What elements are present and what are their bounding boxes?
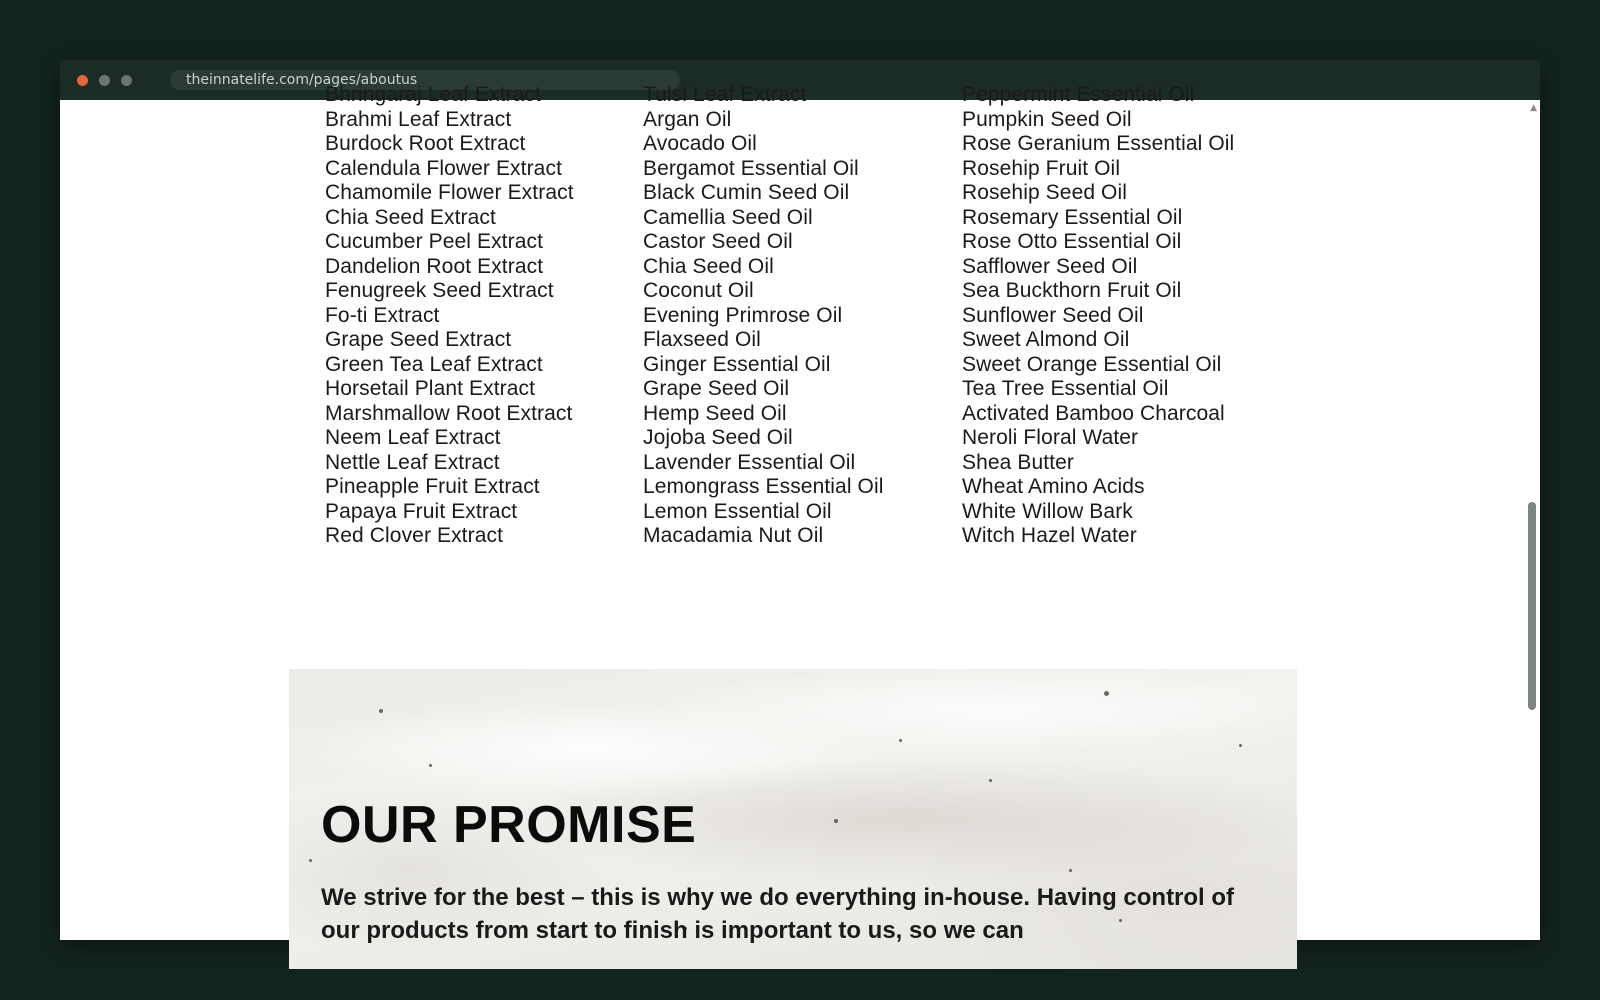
ingredient-item: Avocado Oil xyxy=(643,132,757,155)
ingredient-item: Camellia Seed Oil xyxy=(643,205,813,229)
ingredient-item: Activated Bamboo Charcoal xyxy=(962,401,1225,425)
ingredient-item: Bhringaraj Leaf Extract xyxy=(325,83,541,106)
ingredient-item: Rose Geranium Essential Oil xyxy=(962,132,1235,155)
ingredient-item: Argan Oil xyxy=(643,107,732,131)
ingredient-item: Tulsi Leaf Extract xyxy=(643,83,807,106)
ingredient-item: Green Tea Leaf Extract xyxy=(325,352,543,376)
ingredient-item: Black Cumin Seed Oil xyxy=(643,181,850,204)
maximize-window-button[interactable] xyxy=(121,75,132,86)
ingredient-item: Peppermint Essential Oil xyxy=(962,83,1195,106)
ingredients-column-3 xyxy=(962,83,1262,549)
ingredient-item: Grape Seed Oil xyxy=(643,377,790,400)
ingredient-item: Red Clover Extract xyxy=(325,524,504,547)
ingredient-item: Brahmi Leaf Extract xyxy=(325,107,512,131)
ingredient-item: Shea Butter xyxy=(962,450,1075,474)
ingredient-item: Papaya Fruit Extract xyxy=(325,499,518,523)
ingredient-item: Jojoba Seed Oil xyxy=(643,426,793,449)
address-bar[interactable]: theinnatelife.com/pages/aboutus xyxy=(170,70,680,90)
ingredients-column-1 xyxy=(325,83,625,549)
browser-window xyxy=(60,60,1540,944)
ingredient-item: Coconut Oil xyxy=(643,279,754,302)
ingredient-item: Wheat Amino Acids xyxy=(962,475,1145,498)
ingredient-item: Chia Seed Oil xyxy=(643,254,774,278)
ingredient-item: Fenugreek Seed Extract xyxy=(325,279,554,302)
our-promise-section xyxy=(289,669,1297,969)
minimize-window-button[interactable] xyxy=(99,75,110,86)
ingredients-column-2 xyxy=(643,83,943,549)
ingredient-item: Cucumber Peel Extract xyxy=(325,230,544,253)
ingredient-item: Rosemary Essential Oil xyxy=(962,205,1183,229)
ingredient-item: Sunflower Seed Oil xyxy=(962,303,1144,327)
ingredient-item: Flaxseed Oil xyxy=(643,328,761,351)
ingredient-item: Safflower Seed Oil xyxy=(962,254,1138,278)
vertical-scrollbar[interactable] xyxy=(1524,100,1540,940)
ingredient-item: Dandelion Root Extract xyxy=(325,254,544,278)
ingredient-item: Lavender Essential Oil xyxy=(643,450,856,474)
ingredient-item: Pumpkin Seed Oil xyxy=(962,107,1132,131)
ingredient-item: Sea Buckthorn Fruit Oil xyxy=(962,279,1182,302)
ingredient-item: Chamomile Flower Extract xyxy=(325,181,574,204)
ingredient-item: Neroli Floral Water xyxy=(962,426,1139,449)
close-window-button[interactable] xyxy=(77,75,88,86)
ingredient-item: Calendula Flower Extract xyxy=(325,156,562,180)
ingredient-item: Bergamot Essential Oil xyxy=(643,156,859,180)
ingredient-item: Pineapple Fruit Extract xyxy=(325,475,540,498)
scroll-up-arrow-icon[interactable]: ▲ xyxy=(1530,103,1537,113)
ingredient-item: Rosehip Seed Oil xyxy=(962,181,1128,204)
ingredient-item: Chia Seed Extract xyxy=(325,205,496,229)
ingredient-item: Horsetail Plant Extract xyxy=(325,377,536,400)
ingredient-item: Fo-ti Extract xyxy=(325,303,440,327)
ingredient-item: Sweet Orange Essential Oil xyxy=(962,352,1222,376)
ingredient-item: Tea Tree Essential Oil xyxy=(962,377,1169,400)
scrollbar-thumb[interactable] xyxy=(1528,502,1536,710)
ingredient-item: Rosehip Fruit Oil xyxy=(962,156,1121,180)
ingredient-item: Sweet Almond Oil xyxy=(962,328,1130,351)
promise-heading: OUR PROMISE xyxy=(321,796,697,854)
ingredient-item: Hemp Seed Oil xyxy=(643,401,787,425)
ingredient-item: Lemongrass Essential Oil xyxy=(643,475,884,498)
ingredient-item: White Willow Bark xyxy=(962,499,1133,523)
ingredient-item: Marshmallow Root Extract xyxy=(325,401,573,425)
page-viewport xyxy=(60,83,1540,944)
ingredient-item: Castor Seed Oil xyxy=(643,230,793,253)
ingredient-item: Witch Hazel Water xyxy=(962,524,1137,547)
ingredient-item: Nettle Leaf Extract xyxy=(325,450,500,474)
ingredient-item: Grape Seed Extract xyxy=(325,328,512,351)
ingredient-item: Lemon Essential Oil xyxy=(643,499,832,523)
promise-text: We strive for the best – this is why we do everything in-house. Having control of our products from start to finish is important to us, so we can xyxy=(321,884,1235,944)
ingredient-item: Burdock Root Extract xyxy=(325,132,526,155)
ingredient-item: Neem Leaf Extract xyxy=(325,426,501,449)
ingredient-item: Ginger Essential Oil xyxy=(643,352,831,376)
ingredient-item: Rose Otto Essential Oil xyxy=(962,230,1182,253)
ingredient-item: Macadamia Nut Oil xyxy=(643,524,824,547)
ingredient-item: Evening Primrose Oil xyxy=(643,303,843,327)
